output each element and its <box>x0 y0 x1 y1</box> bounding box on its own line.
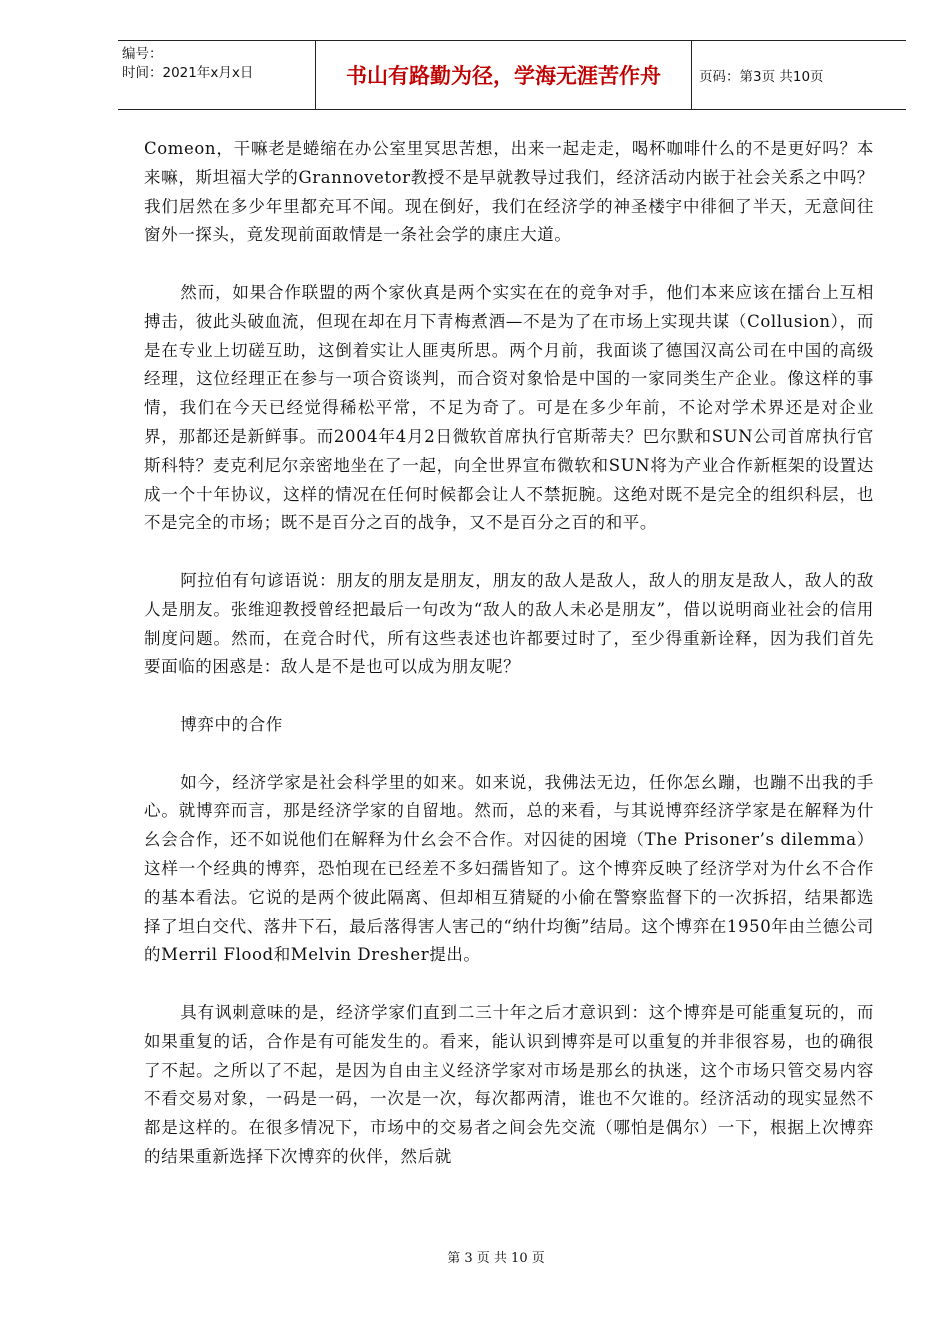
header-motto: 书山有路勤为径，学海无涯苦作舟 <box>315 41 692 109</box>
paragraph: 阿拉伯有句谚语说：朋友的朋友是朋友，朋友的敌人是敌人，敌人的朋友是敌人，敌人的敌人是朋友。张维迎教授曾经把最后一句改为“敌人的敌人未必是朋友”，借以说明商业社会的信用制度问题。然而，在竞合时代，所有这些表述也许都要过时了，至少得重新诠释，因为我们首先要面临的困惑是：敌人是不是也可以成为朋友呢？ <box>144 570 874 677</box>
document-body <box>144 135 874 1200</box>
section-heading: 博弈中的合作 <box>180 714 283 734</box>
header-page-info: 页码：第3页 共10页 <box>699 69 824 85</box>
time-label: 时间：2021年x月x日 <box>122 65 254 81</box>
header-meta <box>118 41 315 109</box>
paragraph: 然而，如果合作联盟的两个家伙真是两个实实在在的竞争对手，他们本来应该在擂台上互相搏击，彼此头破血流，但现在却在月下青梅煮酒—不是为了在市场上实现共谋（Collusion），而是在专业上切磋互助，这倒着实让人匪夷所思。两个月前，我面谈了德国汉高公司在中国的高级经理，这位经理正在参与一项合资谈判，而合资对象恰是中国的一家同类生产企业。像这样的事情，我们在今天已经觉得稀松平常，不足为奇了。可是在多少年前，不论对学术界还是对企业界，那都还是新鲜事。而2004年4月2日微软首席执行官斯蒂夫？巴尔默和SUN公司首席执行官斯科特？麦克利尼尔亲密地坐在了一起，向全世界宣布微软和SUN将为产业合作新框架的设置达成一个十年协议，这样的情况在任何时候都会让人不禁扼腕。这绝对既不是完全的组织科层，也不是完全的市场；既不是百分之百的战争，又不是百分之百的和平。 <box>144 282 874 533</box>
paragraph: 如今，经济学家是社会科学里的如来。如来说，我佛法无边，任你怎幺蹦，也蹦不出我的手心。就博弈而言，那是经济学家的自留地。然而，总的来看，与其说博弈经济学家是在解释为什幺会合作，还不如说他们在解释为什幺会不合作。对囚徒的困境（The Prisoner’s dilemma）这样一个经典的博弈，恐怕现在已经差不多妇孺皆知了。这个博弈反映了经济学对为什幺不合作的基本看法。它说的是两个彼此隔离、但却相互猜疑的小偷在警察监督下的一次拆招，结果都选择了坦白交代、落井下石，最后落得害人害己的“纳什均衡”结局。这个博弈在1950年由兰德公司的Merril Flood和Melvin Dresher提出。 <box>144 772 874 965</box>
page-footer: 第 3 页 共 10 页 <box>447 1251 545 1266</box>
paragraph: Comeon，干嘛老是蜷缩在办公室里冥思苦想，出来一起走走，喝杯咖啡什么的不是更好吗？本来嘛，斯坦福大学的Grannovetor教授不是早就教导过我们，经济活动内嵌于社会关系之中吗？我们居然在多少年里都充耳不闻。现在倒好，我们在经济学的神圣楼宇中徘徊了半天，无意间往窗外一探头，竟发现前面敢情是一条社会学的康庄大道。 <box>144 139 874 245</box>
number-label: 编号： <box>122 46 163 62</box>
page-header <box>118 40 906 110</box>
paragraph: 具有讽刺意味的是，经济学家们直到二三十年之后才意识到：这个博弈是可能重复玩的，而如果重复的话，合作是有可能发生的。看来，能认识到博弈是可以重复的并非很容易，也的确很了不起。之所以了不起，是因为自由主义经济学家对市场是那幺的执迷，这个市场只管交易内容不看交易对象，一码是一码，一次是一次，每次都两清，谁也不欠谁的。经济活动的现实显然不都是这样的。在很多情况下，市场中的交易者之间会先交流（哪怕是偶尔）一下，根据上次博弈的结果重新选择下次博弈的伙伴，然后就 <box>144 1002 874 1166</box>
